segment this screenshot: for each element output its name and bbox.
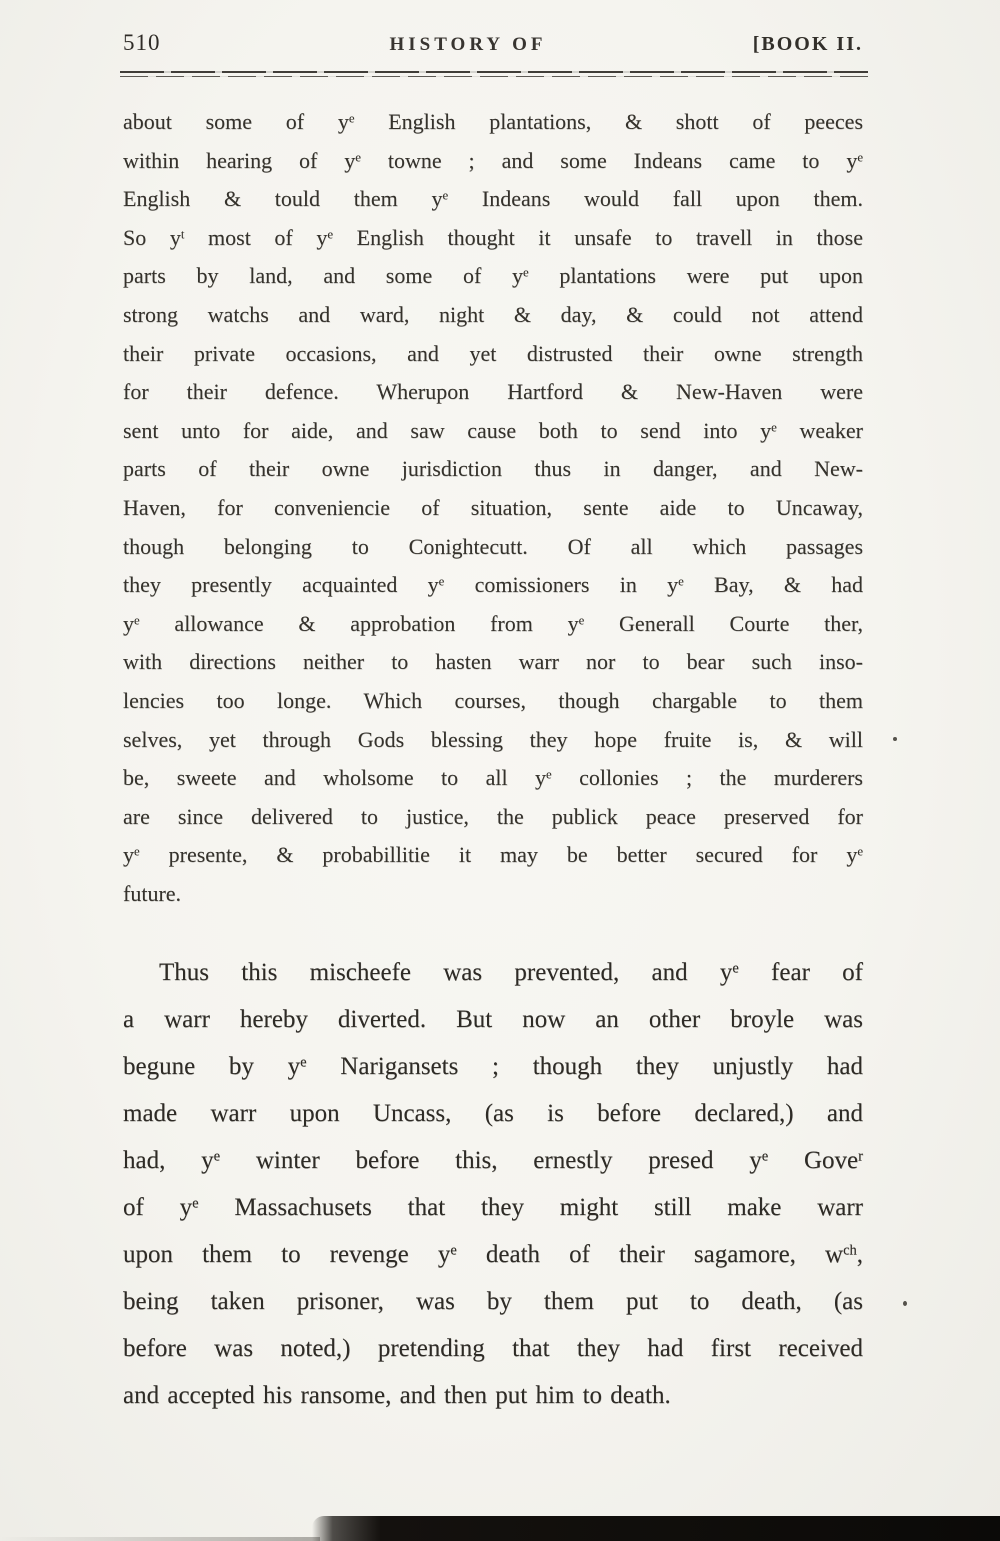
text-line: parts by land, and some of $y^e$ plantations were put upon xyxy=(123,263,863,289)
text-line: though belonging to Conightecutt. Of all which passages xyxy=(123,533,863,559)
scan-speck xyxy=(903,1301,907,1306)
text-line: $y^e$ presente, & probabillitie it may be better secured for $y^e$ xyxy=(123,842,863,868)
scan-artifact-bar xyxy=(312,1516,1000,1541)
text-line: be, sweete and wholsome to all $y^e$ collonies ; the murderers xyxy=(123,765,863,791)
text-line: and accepted his ransome, and then put him to death. xyxy=(123,1382,671,1410)
text-line: strong watchs and ward, night & day, & could not attend xyxy=(123,301,863,327)
text-line: being taken prisoner, was by them put to death, (as xyxy=(123,1288,863,1316)
text-line: are since delivered to justice, the publick peace preserved for xyxy=(123,803,863,829)
text-line: upon them to revenge $y^e$ death of their sagamore, $w^{ch}$, xyxy=(123,1241,863,1269)
paragraph xyxy=(123,949,863,1419)
text-line: So $y^t$ most of $y^e$ English thought it unsafe to travell in those xyxy=(123,224,863,250)
page-number: 510 xyxy=(123,30,161,55)
text-line: $y^e$ allowance & approbation from $y^e$ Generall Courte ther, xyxy=(123,610,863,636)
text-line: for their defence. Wherupon Hartford & New-Haven were xyxy=(123,379,863,405)
scan-speck xyxy=(893,737,897,741)
text-line: parts of their owne jurisdiction thus in danger, and New- xyxy=(123,456,863,482)
text-line: before was noted,) pretending that they had first received xyxy=(123,1335,863,1363)
text-line: about some of $y^e$ English plantations, & shott of peeces xyxy=(123,109,864,134)
text-line: selves, yet through Gods blessing they hope fruite is, & will xyxy=(123,726,863,752)
text-line: sent unto for aide, and saw cause both to send into $y^e$ weaker xyxy=(123,417,863,443)
text-line: lencies too longe. Which courses, though chargable to them xyxy=(123,687,863,713)
text-line: made warr upon Uncass, (as is before declared,) and xyxy=(123,1100,863,1128)
scan-smudge xyxy=(0,1537,320,1541)
text-line: within hearing of $y^e$ towne ; and some Indeans came to $y^e$ xyxy=(123,147,863,173)
text-line: had, $y^e$ winter before this, ernestly presed $y^e$ Gove$^r$ xyxy=(123,1147,863,1175)
text-line: with directions neither to hasten warr nor to bear such inso- xyxy=(123,649,863,675)
text-line: begune by $y^e$ Narigansets ; though they unjustly had xyxy=(123,1053,863,1081)
running-title: HISTORY OF xyxy=(389,34,547,55)
header-rule xyxy=(120,71,868,79)
text-line: their private occasions, and yet distrusted their owne strength xyxy=(123,340,863,366)
text-line: English & tould them $y^e$ Indeans would fall upon them. xyxy=(123,186,863,212)
text-line: they presently acquainted $y^e$ comissioners in $y^e$ Bay, & had xyxy=(123,572,863,598)
text-line: a warr hereby diverted. But now an other broyle was xyxy=(123,1006,863,1034)
page-header xyxy=(123,30,863,56)
page-body xyxy=(123,103,863,1419)
text-line: future. xyxy=(123,880,182,906)
text-line: Haven, for conveniencie of situation, sente aide to Uncaway, xyxy=(123,494,863,520)
text-line: of $y^e$ Massachusets that they might still make warr xyxy=(123,1194,864,1222)
book-label: [BOOK II. xyxy=(752,33,863,55)
paragraph xyxy=(123,103,863,913)
text-line: Thus this mischeefe was prevented, and $y^e$ fear of xyxy=(159,959,863,987)
